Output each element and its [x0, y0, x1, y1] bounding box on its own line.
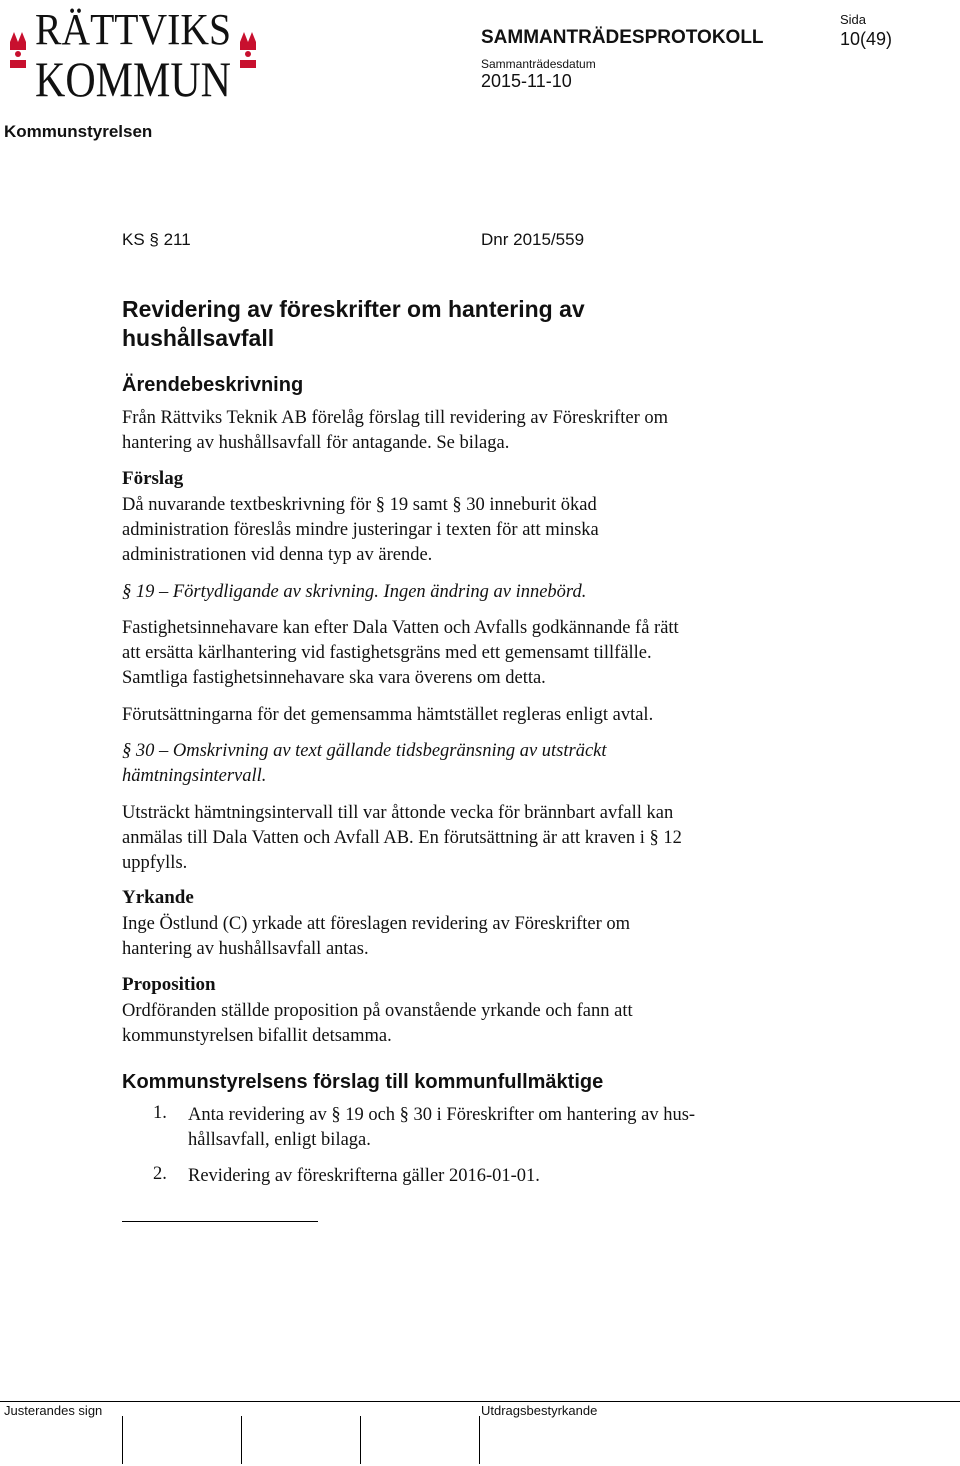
signature-box-divider: [479, 1416, 480, 1464]
meeting-date-label: Sammanträdesdatum: [481, 57, 596, 71]
footer-extract-label: Utdragsbestyrkande: [481, 1403, 598, 1418]
page-label: Sida: [840, 12, 867, 27]
section-heading-forslag: Förslag: [122, 468, 184, 489]
page-number: 10(49): [840, 29, 893, 49]
text-line: Från Rättviks Teknik AB förelåg förslag till revidering av Föreskrifter om: [122, 408, 669, 428]
section-heading-proposition: Proposition: [122, 974, 216, 995]
municipality-logo: [4, 2, 266, 102]
text-line: Samtliga fastighetsinnehavare ska vara överens om detta.: [122, 668, 546, 688]
text-line: att ersätta kärlhantering vid fastighetsgräns med ett gemensamt tillfälle.: [122, 643, 652, 663]
title-line: hushållsavfall: [122, 325, 275, 351]
logo-line2: KOMMUN: [35, 51, 231, 102]
paragraph-section-19: [122, 616, 812, 691]
paragraph-yrkande: [122, 912, 812, 962]
list-item: [188, 1164, 808, 1189]
meeting-date: 2015-11-10: [481, 71, 572, 91]
text-line: hämtningsintervall.: [122, 766, 267, 786]
text-line: hållsavfall, enligt bilaga.: [188, 1130, 371, 1150]
document-title: [122, 295, 722, 353]
section-heading-arendebeskrivning: Ärendebeskrivning: [122, 374, 304, 396]
text-line: hantering av hushållsavfall för antagande. Se bilaga.: [122, 433, 510, 453]
list-item-number: 2.: [153, 1164, 167, 1184]
case-reference: KS § 211: [122, 230, 191, 249]
text-line: Då nuvarande textbeskrivning för § 19 samt § 30 inneburit ökad: [122, 495, 597, 515]
text-line: Inge Östlund (C) yrkade att föreslagen revidering av Föreskrifter om: [122, 914, 631, 934]
signature-box-divider: [122, 1416, 123, 1464]
paragraph-proposition: [122, 999, 812, 1049]
diary-number: Dnr 2015/559: [481, 230, 585, 249]
text-line: Fastighetsinnehavare kan efter Dala Vatten och Avfalls godkännande få rätt: [122, 618, 679, 638]
section-heading-yrkande: Yrkande: [122, 887, 194, 908]
end-rule: [122, 1221, 318, 1222]
section-30-heading: [122, 739, 812, 789]
title-line: Revidering av föreskrifter om hantering av: [122, 296, 585, 322]
signature-box-divider: [241, 1416, 242, 1464]
list-item-number: 1.: [153, 1103, 167, 1123]
protocol-title: SAMMANTRÄDESPROTOKOLL: [481, 27, 764, 48]
decision-heading: Kommunstyrelsens förslag till kommunfullmäktige: [122, 1071, 604, 1093]
org-name: Kommunstyrelsen: [4, 122, 153, 141]
paragraph-section-30: [122, 801, 812, 876]
paragraph-forslag: [122, 493, 812, 568]
text-line: administration föreslås mindre justeringar i texten för att minska: [122, 520, 599, 540]
text-line: uppfylls.: [122, 853, 188, 873]
section-19-heading: [122, 580, 812, 605]
logo-line1: RÄTTVIKS: [35, 5, 231, 54]
text-line: hantering av hushållsavfall antas.: [122, 939, 369, 959]
paragraph-arendebeskrivning: [122, 406, 812, 456]
text-line: Revidering av föreskrifterna gäller 2016-01-01.: [188, 1166, 540, 1186]
text-line: Utsträckt hämtningsintervall till var åttonde vecka för brännbart avfall kan: [122, 803, 674, 823]
footer-sign-label: Justerandes sign: [4, 1403, 103, 1418]
paragraph-section-19-agreement: [122, 703, 812, 728]
text-line: anmälas till Dala Vatten och Avfall AB. En förutsättning är att kraven i § 12: [122, 828, 682, 848]
text-line: Förutsättningarna för det gemensamma hämtstället regleras enligt avtal.: [122, 705, 654, 725]
text-line: Anta revidering av § 19 och § 30 i Föreskrifter om hantering av hus-: [188, 1105, 696, 1125]
text-line: § 19 – Förtydligande av skrivning. Ingen ändring av innebörd.: [122, 582, 587, 602]
text-line: § 30 – Omskrivning av text gällande tidsbegränsning av utsträckt: [122, 741, 607, 761]
footer-rule: [0, 1401, 960, 1402]
signature-box-divider: [360, 1416, 361, 1464]
text-line: kommunstyrelsen bifallit detsamma.: [122, 1026, 392, 1046]
text-line: administrationen vid denna typ av ärende.: [122, 545, 433, 565]
list-item: [188, 1103, 808, 1153]
text-line: Ordföranden ställde proposition på ovanstående yrkande och fann att: [122, 1001, 633, 1021]
